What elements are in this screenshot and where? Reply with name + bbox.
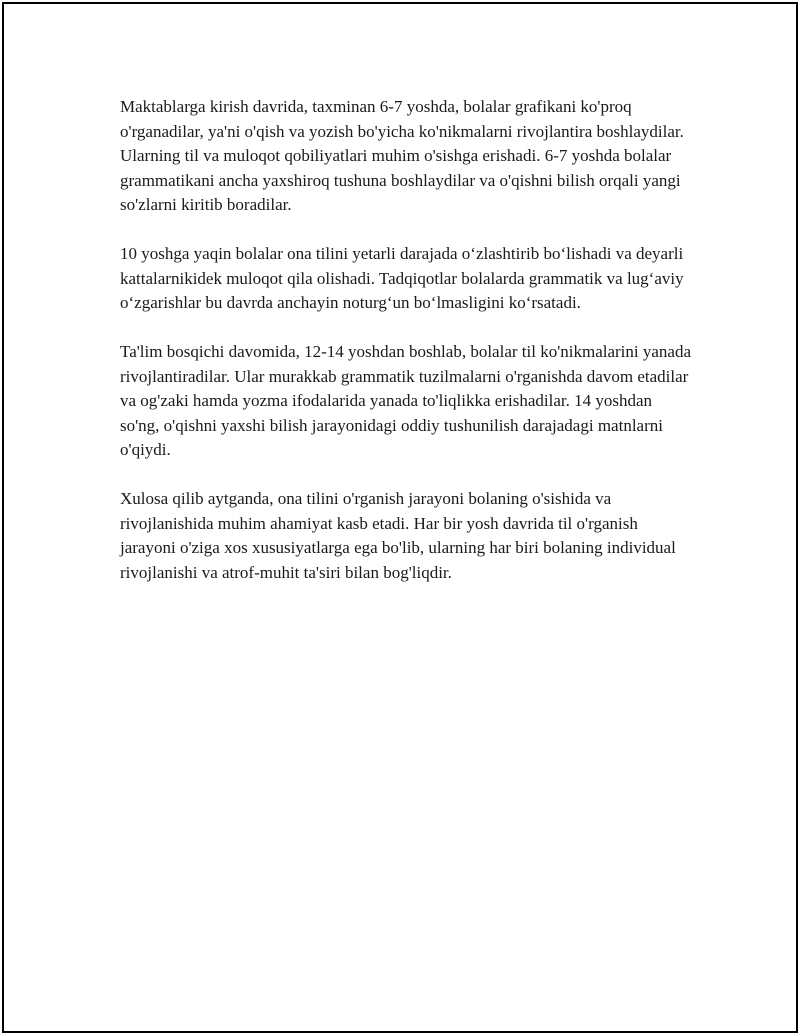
document-page [2,2,798,1033]
document-body [120,95,695,610]
paragraph-school-entry: Maktablarga kirish davrida, taxminan 6-7 yoshda, bolalar grafikani ko'proq o'rganadilar, ya'ni o'qish va yozish bo'yicha ko'nikmalarni rivojlantira boshlaydilar. Ularning til va muloqot qobiliyatlari muhim o'sishga erishadi. 6-7 yoshda bolalar grammatikani ancha yaxshiroq tushuna boshlaydilar va o'qishni bilish orqali yangi so'zlarni kiritib boradilar. [120,97,684,214]
paragraph-education-stage: Ta'lim bosqichi davomida, 12-14 yoshdan boshlab, bolalar til ko'nikmalarini yanada rivojlantiradilar. Ular murakkab grammatik tuzilmalarni o'rganishda davom etadilar va og'zaki hamda yozma ifodalarida yanada to'liqlikka erishadilar. 14 yoshdan so'ng, o'qishni yaxshi bilish jarayonidagi oddiy tushunilish darajadagi matnlarni o'qiydi. [120,342,692,459]
paragraph-conclusion: Xulosa qilib aytganda, ona tilini o'rganish jarayoni bolaning o'sishida va rivojlanishida muhim ahamiyat kasb etadi. Har bir yosh davrida til o'rganish jarayoni o'ziga xos xususiyatlarga ega bo'lib, ularning har biri bolaning individual rivojlanishi va atrof-muhit ta'siri bilan bog'liqdir. [120,489,676,582]
paragraph-age-ten: 10 yoshga yaqin bolalar ona tilini yetarli darajada o‘zlashtirib bo‘lishadi va deyarli kattalarnikidek muloqot qila olishadi. Tadqiqotlar bolalarda grammatik va lug‘aviy o‘zgarishlar bu davrda anchayin noturg‘un bo‘lmasligini ko‘rsatadi. [120,244,684,312]
